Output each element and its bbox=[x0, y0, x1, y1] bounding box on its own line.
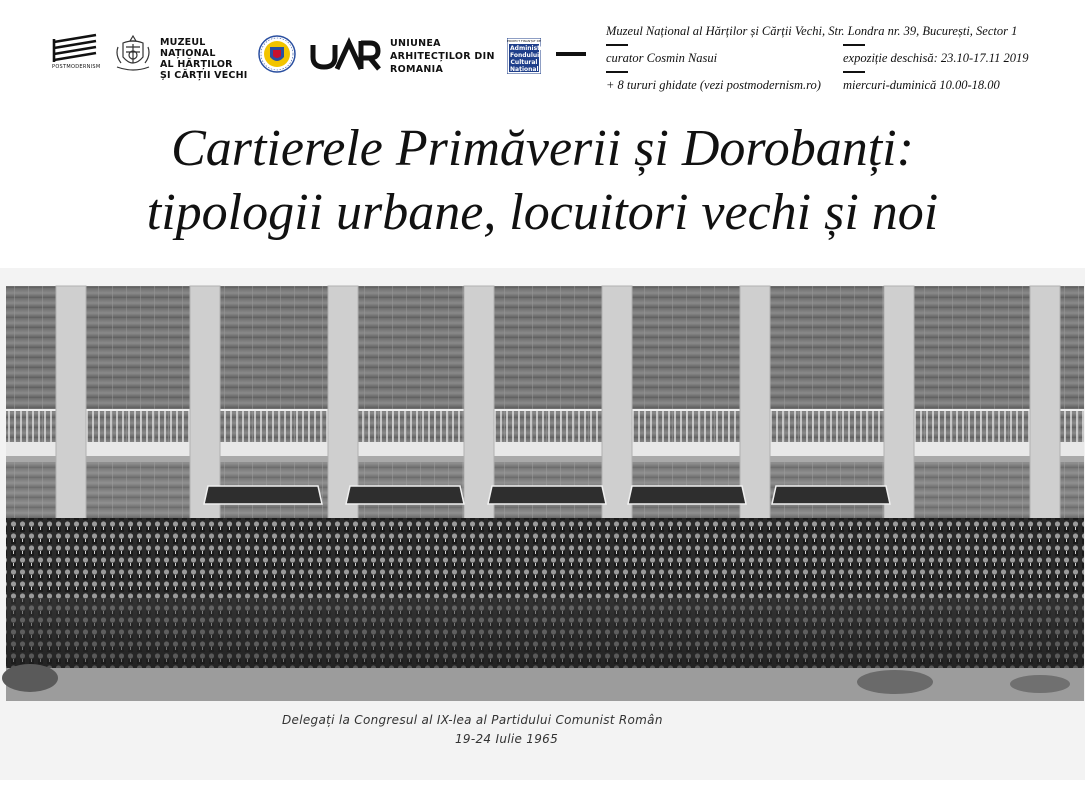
afcn-text bbox=[510, 45, 556, 73]
hours-text: miercuri-duminică 10.00-18.00 bbox=[843, 78, 1000, 92]
uar-monogram-icon bbox=[310, 37, 382, 73]
museum-name bbox=[160, 37, 260, 81]
afcn-text-line: Administrația bbox=[510, 45, 556, 52]
afcn-logo-icon bbox=[507, 38, 556, 74]
underline-bar bbox=[843, 44, 865, 46]
uar-name-line: ROMANIA bbox=[390, 64, 444, 75]
underline-bar bbox=[843, 71, 865, 73]
postmodernism-logo-word: POSTMODERNISM bbox=[52, 64, 101, 70]
uar-name bbox=[390, 37, 505, 76]
postmodernism-logo-icon bbox=[52, 33, 101, 73]
museum-name-line: AL HĂRȚILOR bbox=[160, 59, 233, 70]
photo-caption-line-1: Delegați la Congresul al IX-lea al Partidului Comunist Român bbox=[282, 713, 663, 727]
photo-caption-line-2: 19-24 Iulie 1965 bbox=[455, 732, 559, 746]
title-line-1: Cartierele Primăverii și Dorobanți: bbox=[171, 120, 914, 177]
uar-name-line: UNIUNEA bbox=[390, 38, 441, 49]
archival-group-photo bbox=[0, 268, 1085, 780]
uar-name-line: ARHITECȚILOR DIN bbox=[390, 51, 495, 62]
venue-text: Muzeul Național al Hărților și Cărții Vechi, Str. Londra nr. 39, București, Sector 1 bbox=[606, 24, 1018, 38]
museum-name-line: MUZEUL NAȚIONAL bbox=[160, 37, 216, 59]
tours-text: + 8 tururi ghidate (vezi postmodernism.ro) bbox=[606, 78, 821, 92]
afcn-text-line: Național bbox=[510, 66, 539, 73]
romanian-seal-icon bbox=[258, 35, 296, 73]
photo-drawing bbox=[0, 268, 1085, 780]
afcn-text-line: Fondului bbox=[510, 52, 540, 59]
curator-text: curator Cosmin Nasui bbox=[606, 51, 718, 65]
page-title bbox=[0, 117, 1085, 245]
separator-dash bbox=[556, 52, 586, 56]
underline-bar bbox=[606, 71, 628, 73]
museum-name-line: ȘI CĂRȚII VECHI bbox=[160, 70, 248, 81]
afcn-text-line: Cultural bbox=[510, 59, 538, 66]
underline-bar bbox=[606, 44, 628, 46]
museum-crest-icon bbox=[113, 33, 153, 73]
title-line-2: tipologii urbane, locuitori vechi și noi bbox=[146, 184, 939, 241]
dates-text: expoziție deschisă: 23.10-17.11 2019 bbox=[843, 51, 1029, 65]
afcn-small-text: PROIECT FINANȚAT DE bbox=[507, 39, 541, 43]
